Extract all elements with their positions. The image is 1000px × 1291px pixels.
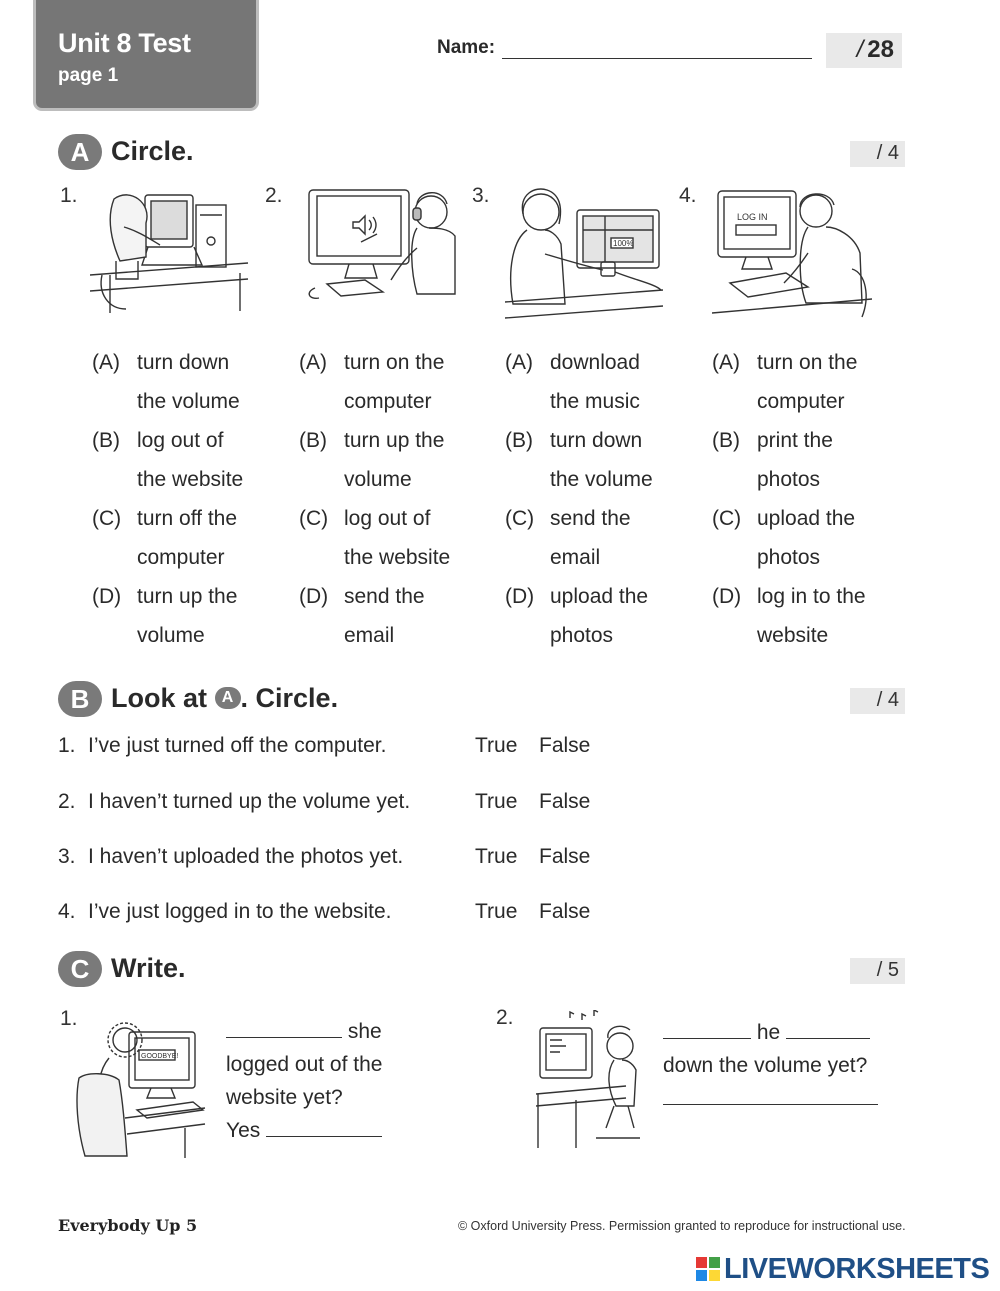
question-number: 4. [679, 184, 697, 207]
false-option[interactable]: False [539, 900, 591, 923]
liveworksheets-icon [696, 1257, 720, 1281]
answer-blank[interactable] [663, 1087, 878, 1105]
false-option[interactable]: False [539, 790, 591, 813]
answer-blank[interactable] [663, 1021, 751, 1039]
option-c[interactable]: (C) send the email [505, 507, 631, 569]
option-c[interactable]: (C) upload the photos [712, 507, 856, 569]
total-score-box: / 28 [826, 33, 902, 68]
option-a[interactable]: (A) turn on the computer [299, 351, 445, 413]
answer-blank[interactable] [786, 1021, 870, 1039]
true-false-row: 4. I’ve just logged in to the website. True False [58, 900, 591, 923]
page-label: page 1 [58, 65, 119, 86]
true-option[interactable]: True [475, 734, 518, 757]
option-d[interactable]: (D) turn up the volume [92, 585, 238, 647]
option-b[interactable]: (B) turn down the volume [505, 429, 653, 491]
option-d[interactable]: (D) log in to the website [712, 585, 866, 647]
question-2-options [299, 343, 474, 655]
total-score: 28 [867, 36, 894, 63]
screen-percent-text: 100% [613, 239, 634, 248]
section-b-badge: B [58, 681, 102, 717]
false-option[interactable]: False [539, 845, 591, 868]
option-a[interactable]: (A) download the music [505, 351, 640, 413]
option-a[interactable]: (A) turn on the computer [712, 351, 858, 413]
question-number: 3. [472, 184, 490, 207]
statement-text: I’ve just turned off the computer. [88, 734, 387, 757]
name-label: Name: [437, 37, 496, 58]
statement-text: I haven’t turned up the volume yet. [88, 790, 411, 813]
girl-logged-out-illustration [75, 1018, 210, 1158]
unit-title: Unit 8 Test [58, 28, 191, 58]
book-title: Everybody Up 5 [58, 1216, 198, 1235]
true-false-row: 2. I haven’t turned up the volume yet. True False [58, 790, 591, 813]
copyright-notice: © Oxford University Press. Permission granted to reproduce for instructional use. [458, 1219, 906, 1233]
boy-loud-music-illustration [536, 1010, 641, 1150]
option-b[interactable]: (B) turn up the volume [299, 429, 445, 491]
question-number: 1. [60, 184, 78, 207]
question-number: 1. [60, 1007, 78, 1030]
option-b[interactable]: (B) log out of the website [92, 429, 244, 491]
section-a-score: / 4 [850, 141, 905, 167]
brand-name: LIVEWORKSHEETS [724, 1252, 990, 1285]
goodbye-screen-text: GOODBYE! [141, 1053, 179, 1060]
section-c-title: Write. [111, 953, 186, 983]
name-field[interactable] [502, 58, 812, 59]
question-number: 2. [496, 1006, 514, 1029]
answer-blank[interactable] [266, 1119, 382, 1137]
question-4-options [712, 343, 887, 655]
boy-logging-in-illustration [712, 187, 872, 327]
true-option[interactable]: True [475, 790, 518, 813]
true-false-row: 3. I haven’t uploaded the photos yet. True False [58, 845, 591, 868]
option-d[interactable]: (D) send the email [299, 585, 425, 647]
liveworksheets-logo[interactable] [696, 1254, 989, 1284]
question-1-options [92, 343, 267, 655]
section-c-badge: C [58, 951, 102, 987]
option-a[interactable]: (A) turn down the volume [92, 351, 240, 413]
question-3-options [505, 343, 680, 655]
boy-with-headphones-illustration [305, 184, 460, 302]
answer-blank[interactable] [226, 1020, 342, 1038]
section-b-score: / 4 [850, 688, 905, 714]
girl-turning-off-computer-illustration [90, 183, 250, 313]
statement-text: I haven’t uploaded the photos yet. [88, 845, 404, 868]
section-a-badge: A [58, 134, 102, 170]
section-c-score: / 5 [850, 958, 905, 984]
false-option[interactable]: False [539, 734, 591, 757]
option-c[interactable]: (C) log out of the website [299, 507, 451, 569]
statement-text: I’ve just logged in to the website. [88, 900, 392, 923]
option-c[interactable]: (C) turn off the computer [92, 507, 238, 569]
section-a-title: Circle. [111, 136, 194, 166]
unit-header-tab [36, 0, 256, 108]
girl-with-camera-illustration [505, 184, 663, 326]
write-question-1: she logged out of the website yet? Yes [226, 1020, 383, 1142]
option-b[interactable]: (B) print the photos [712, 429, 833, 491]
section-a-reference-badge: A [215, 687, 241, 709]
true-option[interactable]: True [475, 900, 518, 923]
question-number: 2. [265, 184, 283, 207]
section-b-title: Look at A . Circle. [111, 683, 339, 713]
write-question-2: he down the volume yet? [663, 1016, 878, 1115]
true-option[interactable]: True [475, 845, 518, 868]
login-screen-text: LOG IN [737, 212, 768, 222]
option-d[interactable]: (D) upload the photos [505, 585, 649, 647]
true-false-row: 1. I’ve just turned off the computer. True False [58, 734, 591, 757]
